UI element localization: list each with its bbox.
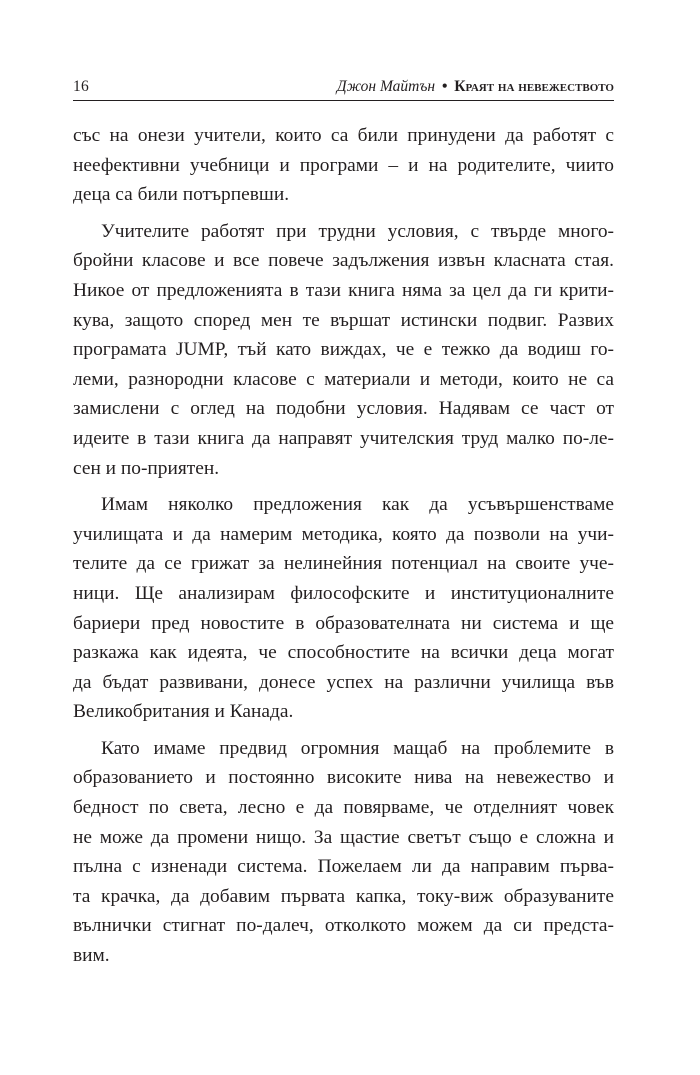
text-line: Учителите работят при трудни условия, с твърде много-: [101, 220, 614, 242]
paragraph: [73, 217, 614, 483]
author-name: Джон Майтън: [336, 78, 436, 95]
page-number: 16: [73, 78, 90, 95]
text-line: бариери пред новостите в образователната ни система и ще: [73, 612, 614, 634]
text-line: неефективни учебници и програми – и на родителите, чиито: [73, 154, 614, 176]
paragraph: [73, 121, 614, 210]
paragraph: [73, 490, 614, 727]
text-line: ници. Ще анализирам философските и институционалните: [73, 582, 614, 604]
text-line: та крачка, да добавим първата капка, току-виж образуваните: [73, 885, 614, 907]
text-line: не може да промени нищо. За щастие светът също е сложна и: [73, 826, 614, 848]
text-line: идеите в тази книга да направят учителския труд малко по-ле-: [73, 427, 614, 449]
text-line: вълнички стигнат по-далеч, отколкото можем да си предста-: [73, 915, 614, 937]
running-header: [73, 74, 614, 96]
text-line: вим.: [73, 945, 110, 967]
header-rule: [73, 100, 614, 101]
text-line: образованието и постоянно високите нива на невежество и: [73, 767, 614, 789]
paragraph-gap: [73, 483, 614, 490]
running-head-title: [337, 78, 614, 96]
text-line: кува, защото според мен те вършат истински подвиг. Развих: [73, 309, 614, 331]
text-line: бедност по света, лесно е да повярваме, че отделният човек: [73, 797, 614, 819]
text-line: Великобритания и Канада.: [73, 701, 294, 723]
text-line: Имам няколко предложения как да усъвършенстваме: [101, 494, 614, 516]
page-body: [73, 121, 614, 971]
text-line: училищата и да намерим методика, която да позволи на учи-: [73, 523, 614, 545]
text-line: да бъдат развивани, донесе успех на различни училища във: [73, 671, 614, 693]
text-line: леми, разнородни класове с материали и методи, които не са: [73, 368, 614, 390]
book-title: Краят на невежеството: [454, 78, 614, 95]
text-line: пълна с изненади система. Пожелаем ли да направим първа-: [73, 856, 614, 878]
text-line: телите да се грижат за нелинейния потенциал на своите уче-: [73, 553, 614, 575]
text-line: Като имаме предвид огромния мащаб на проблемите в: [101, 737, 614, 759]
text-line: замислени с оглед на подобни условия. Надявам се част от: [73, 398, 614, 420]
paragraph-gap: [73, 210, 614, 217]
paragraph-gap: [73, 727, 614, 734]
text-line: разкажа как идеята, че способностите на всички деца могат: [73, 642, 614, 664]
text-line: със на онези учители, които са били принудени да работят с: [73, 125, 614, 146]
text-line: деца са били потърпевши.: [73, 184, 290, 206]
text-line: програмата JUMP, тъй като виждах, че е тежко да водиш го-: [73, 339, 614, 361]
paragraph: [73, 734, 614, 971]
text-line: сен и по-приятен.: [73, 457, 220, 479]
bullet-separator: •: [441, 78, 448, 95]
text-line: Никое от предложенията в тази книга няма за цел да ги крити-: [73, 279, 614, 301]
text-line: бройни класове и все повече задължения извън класната стая.: [73, 250, 614, 272]
